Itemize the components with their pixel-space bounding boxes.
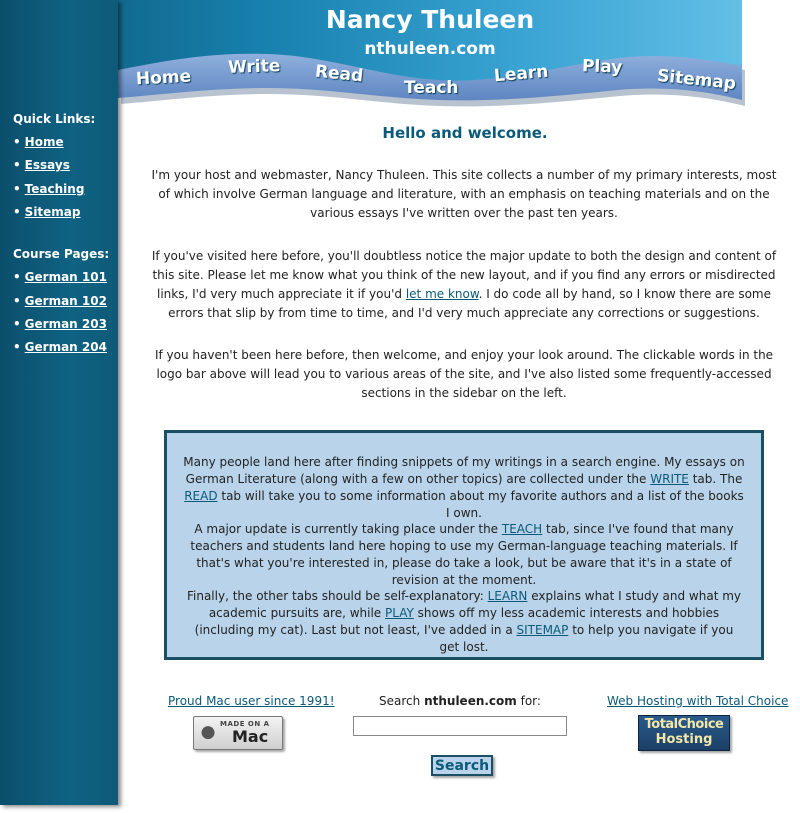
bullet: • [13,317,21,331]
intro-paragraph: I'm your host and webmaster, Nancy Thuleen. This site collects a number of my primary interests, most of which involve German language and literature, with an emphasis on teaching materials and on the various essays I've written over the past ten years. [151,168,777,220]
quick-link-sitemap-link[interactable]: Sitemap [24,205,81,219]
page-title: Hello and welcome. [382,124,548,142]
info-text: tab, since I've found that many teachers and students land here hoping to use my German-language teaching materials. If that's what you're interested in, please do take a look, but be aware that it's in a state of revision at the moment. [190,522,738,587]
tab-read[interactable]: Read [314,61,365,87]
site-title: Nancy Thuleen [325,5,535,34]
bullet: • [13,205,21,219]
search-input[interactable] [353,716,567,736]
search-button[interactable]: Search [431,755,493,776]
apple-icon: ● [200,722,216,742]
tab-home[interactable]: Home [135,66,192,90]
hosting-badge-line-1: TotalChoice [644,717,724,732]
bullet: • [13,340,21,354]
bullet: • [13,158,21,172]
quick-links-heading: Quick Links: [13,112,96,126]
bullet: • [13,270,21,284]
info-text: Finally, the other tabs should be self-explanatory: [186,589,488,603]
quick-link-essays-link[interactable]: Essays [24,158,70,172]
course-german-102-link[interactable]: German 102 [24,294,107,308]
info-text: tab will take you to some information about my favorite authors and a list of the books I own. [217,489,744,520]
info-text: Many people land here after finding snippets of my writings in a search engine. My essays on German Literature (along with a few on other topics) are collected under the [183,455,745,486]
update-text-after: . I do code all by hand, so I know there are some errors that slip by from time to time, and I'd very much appreciate any corrections or suggestions. [168,287,772,320]
site-url: nthuleen.com [364,39,496,59]
mac-user-link[interactable]: Proud Mac user since 1991! [168,694,335,708]
let-me-know-link[interactable]: let me know [405,287,479,301]
search-label-site: nthuleen.com [424,694,517,708]
update-text-before: If you've visited here before, you'll doubtless notice the major update to both the design and content of this site. Please let me know what you think of the new layout, and if you find any errors or misdirected links, I'd very much appreciate it if you'd [151,249,777,301]
info-box [164,430,764,660]
info-box-paragraph-2 [183,521,745,589]
mac-badge-small-text: MADE ON A [220,720,270,728]
info-text: shows off my less academic interests and hobbies (including my cat). Last but not least, I've added in a [194,606,720,637]
tab-learn[interactable]: Learn [493,61,550,87]
info-text: tab. The [688,472,743,486]
info-text: A major update is currently taking place under the [194,522,502,536]
tab-sitemap[interactable]: Sitemap [656,65,737,95]
quick-link-home [13,135,64,149]
read-link[interactable]: READ [184,489,218,503]
made-on-a-mac-badge[interactable] [193,716,283,750]
web-hosting-link[interactable]: Web Hosting with Total Choice [607,694,789,708]
tab-write[interactable]: Write [227,56,281,78]
quick-link-teaching [13,182,84,196]
course-german-203 [13,317,107,331]
bullet: • [13,294,21,308]
hosting-badge-line-2: Hosting [655,732,713,747]
learn-link[interactable]: LEARN [487,589,528,603]
play-link[interactable]: PLAY [385,606,414,620]
bullet: • [13,135,21,149]
bullet: • [13,182,21,196]
quick-link-sitemap [13,205,81,219]
search-label-suffix: for: [516,694,541,708]
search-label [350,694,570,708]
info-box-paragraph-1 [183,454,745,522]
info-box-paragraph-3 [183,588,745,656]
write-link[interactable]: WRITE [650,472,689,486]
course-german-204 [13,340,107,354]
info-text: explains what I study and what my academic pursuits are, while [208,589,742,620]
sitemap-link[interactable]: SITEMAP [516,623,569,637]
tab-play[interactable]: Play [581,56,623,78]
quick-link-essays [13,158,70,172]
tab-teach[interactable]: Teach [404,78,459,98]
total-choice-hosting-badge[interactable] [638,715,730,751]
update-paragraph [148,247,780,323]
mac-badge-big-text: Mac [232,727,269,746]
quick-link-home-link[interactable]: Home [24,135,64,149]
info-text: to help you navigate if you get lost. [439,623,734,654]
search-label-prefix: Search [379,694,425,708]
course-pages-heading: Course Pages: [13,247,110,261]
header-banner [0,0,800,110]
course-german-102 [13,294,107,308]
teach-link[interactable]: TEACH [501,522,543,536]
welcome-paragraph: If you haven't been here before, then welcome, and enjoy your look around. The clickable words in the logo bar above will lead you to various areas of the site, and I've also listed some frequently-accessed sections in the sidebar on the left. [154,348,774,400]
course-german-204-link[interactable]: German 204 [24,340,107,354]
course-german-101-link[interactable]: German 101 [24,270,107,284]
sidebar [0,0,118,805]
quick-link-teaching-link[interactable]: Teaching [24,182,85,196]
course-german-203-link[interactable]: German 203 [24,317,107,331]
course-german-101 [13,270,107,284]
